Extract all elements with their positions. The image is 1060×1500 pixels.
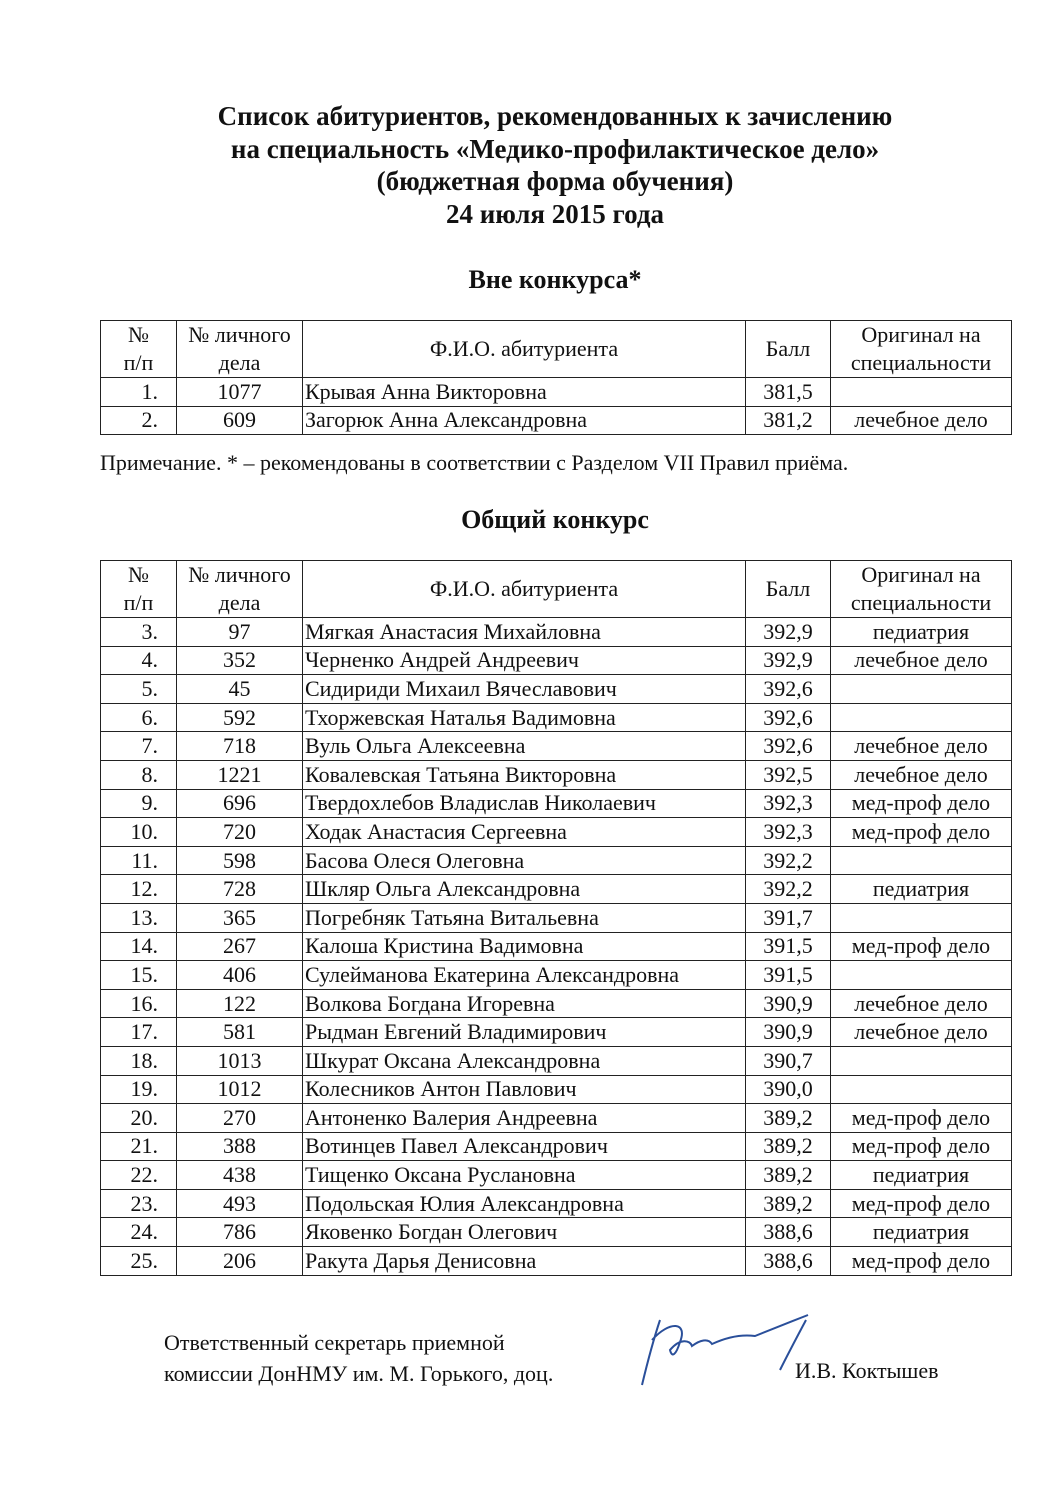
header-score: [746, 321, 831, 378]
header-score-line1: Балл: [765, 576, 811, 601]
case-number: 122: [177, 989, 303, 1018]
case-number: 438: [177, 1161, 303, 1190]
original-specialty: педиатрия: [831, 1218, 1012, 1247]
row-number: 10.: [101, 818, 177, 847]
signer-title-line-2: комиссии ДонНМУ им. М. Горького, доц.: [164, 1361, 554, 1386]
header-number: [101, 321, 177, 378]
table-row: [101, 760, 1012, 789]
table-row: [101, 1218, 1012, 1247]
score: 388,6: [746, 1247, 831, 1276]
case-number: 1012: [177, 1075, 303, 1104]
row-number: 14.: [101, 932, 177, 961]
score: 392,9: [746, 618, 831, 647]
applicant-name: Вуль Ольга Алексеевна: [303, 732, 746, 761]
header-original-line1: Оригинал на: [861, 322, 981, 347]
original-specialty: мед-проф дело: [831, 818, 1012, 847]
footnote: Примечание. * – рекомендованы в соответствии с Разделом VII Правил приёма.: [100, 450, 849, 475]
row-number: 13.: [101, 903, 177, 932]
score: 392,9: [746, 646, 831, 675]
original-specialty: лечебное дело: [831, 760, 1012, 789]
title-line-3: (бюджетная форма обучения): [376, 166, 734, 196]
original-specialty: лечебное дело: [831, 406, 1012, 435]
original-specialty: мед-проф дело: [831, 1189, 1012, 1218]
row-number: 15.: [101, 961, 177, 990]
table-row: [101, 703, 1012, 732]
original-specialty: мед-проф дело: [831, 1104, 1012, 1133]
original-specialty: [831, 378, 1012, 407]
score: 389,2: [746, 1104, 831, 1133]
header-number-line1: №: [128, 322, 149, 347]
signature-block: [164, 1327, 553, 1389]
case-number: 352: [177, 646, 303, 675]
applicant-name: Подольская Юлия Александровна: [303, 1189, 746, 1218]
row-number: 16.: [101, 989, 177, 1018]
applicant-name: Басова Олеся Олеговна: [303, 846, 746, 875]
header-original-line2: специальности: [850, 590, 992, 615]
signer-title-line-1: Ответственный секретарь приемной: [164, 1330, 505, 1355]
table-row: [101, 1161, 1012, 1190]
score: 392,2: [746, 875, 831, 904]
table-row: [101, 818, 1012, 847]
general-competition-table: [100, 560, 1012, 1276]
case-number: 406: [177, 961, 303, 990]
header-case-number-line1: № личного: [188, 322, 291, 347]
row-number: 20.: [101, 1104, 177, 1133]
score: 392,6: [746, 732, 831, 761]
case-number: 206: [177, 1247, 303, 1276]
applicant-name: Ходак Анастасия Сергеевна: [303, 818, 746, 847]
title-line-1: Список абитуриентов, рекомендованных к зачислению: [217, 101, 893, 131]
section-title-general-competition: Общий конкурс: [461, 505, 649, 534]
table-row: [101, 875, 1012, 904]
handwritten-signature: [630, 1310, 820, 1395]
row-number: 9.: [101, 789, 177, 818]
score: 392,2: [746, 846, 831, 875]
row-number: 19.: [101, 1075, 177, 1104]
case-number: 97: [177, 618, 303, 647]
score: 389,2: [746, 1132, 831, 1161]
header-score: [746, 561, 831, 618]
applicant-name: Ракута Дарья Денисовна: [303, 1247, 746, 1276]
original-specialty: педиатрия: [831, 875, 1012, 904]
original-specialty: лечебное дело: [831, 646, 1012, 675]
case-number: 1077: [177, 378, 303, 407]
header-number-line2: п/п: [123, 590, 154, 615]
case-number: 388: [177, 1132, 303, 1161]
row-number: 22.: [101, 1161, 177, 1190]
case-number: 696: [177, 789, 303, 818]
row-number: 4.: [101, 646, 177, 675]
applicant-name: Ковалевская Татьяна Викторовна: [303, 760, 746, 789]
score: 391,5: [746, 961, 831, 990]
title-line-4: 24 июля 2015 года: [446, 198, 664, 229]
score: 390,7: [746, 1046, 831, 1075]
header-score-line1: Балл: [765, 336, 811, 361]
applicant-name: Черненко Андрей Андреевич: [303, 646, 746, 675]
row-number: 24.: [101, 1218, 177, 1247]
original-specialty: педиатрия: [831, 1161, 1012, 1190]
applicant-name: Сулейманова Екатерина Александровна: [303, 961, 746, 990]
original-specialty: [831, 903, 1012, 932]
applicant-name: Волкова Богдана Игоревна: [303, 989, 746, 1018]
row-number: 1.: [101, 378, 177, 407]
header-number: [101, 561, 177, 618]
row-number: 5.: [101, 675, 177, 704]
case-number: 365: [177, 903, 303, 932]
document-title: [0, 100, 1060, 230]
applicant-name: Рыдман Евгений Владимирович: [303, 1018, 746, 1047]
score: 389,2: [746, 1161, 831, 1190]
table-row: [101, 989, 1012, 1018]
applicant-name: Погребняк Татьяна Витальевна: [303, 903, 746, 932]
table-row: [101, 846, 1012, 875]
case-number: 592: [177, 703, 303, 732]
table-row: [101, 789, 1012, 818]
header-name-line1: Ф.И.О. абитуриента: [429, 336, 619, 361]
score: 391,5: [746, 932, 831, 961]
applicant-name: Яковенко Богдан Олегович: [303, 1218, 746, 1247]
original-specialty: лечебное дело: [831, 1018, 1012, 1047]
table-row: [101, 1189, 1012, 1218]
row-number: 23.: [101, 1189, 177, 1218]
score: 381,2: [746, 406, 831, 435]
applicant-name: Шкурат Оксана Александровна: [303, 1046, 746, 1075]
row-number: 18.: [101, 1046, 177, 1075]
score: 390,0: [746, 1075, 831, 1104]
original-specialty: [831, 703, 1012, 732]
original-specialty: [831, 1075, 1012, 1104]
original-specialty: мед-проф дело: [831, 932, 1012, 961]
title-line-2: на специальность «Медико-профилактическое дело»: [230, 133, 880, 164]
table-row: [101, 932, 1012, 961]
header-number-line2: п/п: [123, 350, 154, 375]
signer-name: И.В. Коктышев: [795, 1358, 939, 1383]
table-row: [101, 378, 1012, 407]
case-number: 598: [177, 846, 303, 875]
original-specialty: мед-проф дело: [831, 1132, 1012, 1161]
header-name: [303, 321, 746, 378]
header-case-number-line1: № личного: [188, 562, 291, 587]
row-number: 6.: [101, 703, 177, 732]
applicant-name: Калоша Кристина Вадимовна: [303, 932, 746, 961]
applicant-name: Сидириди Михаил Вячеславович: [303, 675, 746, 704]
row-number: 2.: [101, 406, 177, 435]
header-case-number-line2: дела: [218, 590, 261, 615]
applicant-name: Антоненко Валерия Андреевна: [303, 1104, 746, 1133]
header-original: [831, 561, 1012, 618]
case-number: 45: [177, 675, 303, 704]
applicant-name: Мягкая Анастасия Михайловна: [303, 618, 746, 647]
section-title-out-of-competition: Вне конкурса*: [468, 265, 642, 294]
row-number: 8.: [101, 760, 177, 789]
header-name-line1: Ф.И.О. абитуриента: [429, 576, 619, 601]
score: 388,6: [746, 1218, 831, 1247]
out-of-competition-table: [100, 320, 1012, 435]
applicant-name: Твердохлебов Владислав Николаевич: [303, 789, 746, 818]
score: 389,2: [746, 1189, 831, 1218]
case-number: 493: [177, 1189, 303, 1218]
table-row: [101, 1247, 1012, 1276]
applicant-name: Загорюк Анна Александровна: [303, 406, 746, 435]
case-number: 718: [177, 732, 303, 761]
case-number: 270: [177, 1104, 303, 1133]
header-original-line2: специальности: [850, 350, 992, 375]
row-number: 21.: [101, 1132, 177, 1161]
row-number: 17.: [101, 1018, 177, 1047]
original-specialty: лечебное дело: [831, 732, 1012, 761]
row-number: 11.: [101, 846, 177, 875]
score: 392,6: [746, 675, 831, 704]
table-row: [101, 618, 1012, 647]
score: 392,5: [746, 760, 831, 789]
row-number: 3.: [101, 618, 177, 647]
table-row: [101, 646, 1012, 675]
row-number: 7.: [101, 732, 177, 761]
table-row: [101, 961, 1012, 990]
original-specialty: [831, 846, 1012, 875]
case-number: 720: [177, 818, 303, 847]
case-number: 1013: [177, 1046, 303, 1075]
original-specialty: мед-проф дело: [831, 789, 1012, 818]
table-row: [101, 1018, 1012, 1047]
header-name: [303, 561, 746, 618]
row-number: 12.: [101, 875, 177, 904]
score: 392,6: [746, 703, 831, 732]
case-number: 786: [177, 1218, 303, 1247]
case-number: 1221: [177, 760, 303, 789]
applicant-name: Колесников Антон Павлович: [303, 1075, 746, 1104]
table-row: [101, 1104, 1012, 1133]
applicant-name: Крывая Анна Викторовна: [303, 378, 746, 407]
applicant-name: Шкляр Ольга Александровна: [303, 875, 746, 904]
header-case-number: [177, 321, 303, 378]
table-row: [101, 1132, 1012, 1161]
table-row: [101, 406, 1012, 435]
applicant-name: Вотинцев Павел Александрович: [303, 1132, 746, 1161]
original-specialty: [831, 675, 1012, 704]
applicant-name: Тищенко Оксана Руслановна: [303, 1161, 746, 1190]
original-specialty: [831, 1046, 1012, 1075]
header-original-line1: Оригинал на: [861, 562, 981, 587]
score: 391,7: [746, 903, 831, 932]
header-original: [831, 321, 1012, 378]
score: 390,9: [746, 989, 831, 1018]
original-specialty: лечебное дело: [831, 989, 1012, 1018]
original-specialty: педиатрия: [831, 618, 1012, 647]
table-row: [101, 675, 1012, 704]
table-row: [101, 1075, 1012, 1104]
original-specialty: [831, 961, 1012, 990]
case-number: 267: [177, 932, 303, 961]
score: 392,3: [746, 818, 831, 847]
table-row: [101, 732, 1012, 761]
table-row: [101, 903, 1012, 932]
table-row: [101, 1046, 1012, 1075]
header-case-number-line2: дела: [218, 350, 261, 375]
case-number: 609: [177, 406, 303, 435]
case-number: 728: [177, 875, 303, 904]
original-specialty: мед-проф дело: [831, 1247, 1012, 1276]
score: 390,9: [746, 1018, 831, 1047]
score: 392,3: [746, 789, 831, 818]
row-number: 25.: [101, 1247, 177, 1276]
header-case-number: [177, 561, 303, 618]
applicant-name: Тхоржевская Наталья Вадимовна: [303, 703, 746, 732]
case-number: 581: [177, 1018, 303, 1047]
score: 381,5: [746, 378, 831, 407]
header-number-line1: №: [128, 562, 149, 587]
